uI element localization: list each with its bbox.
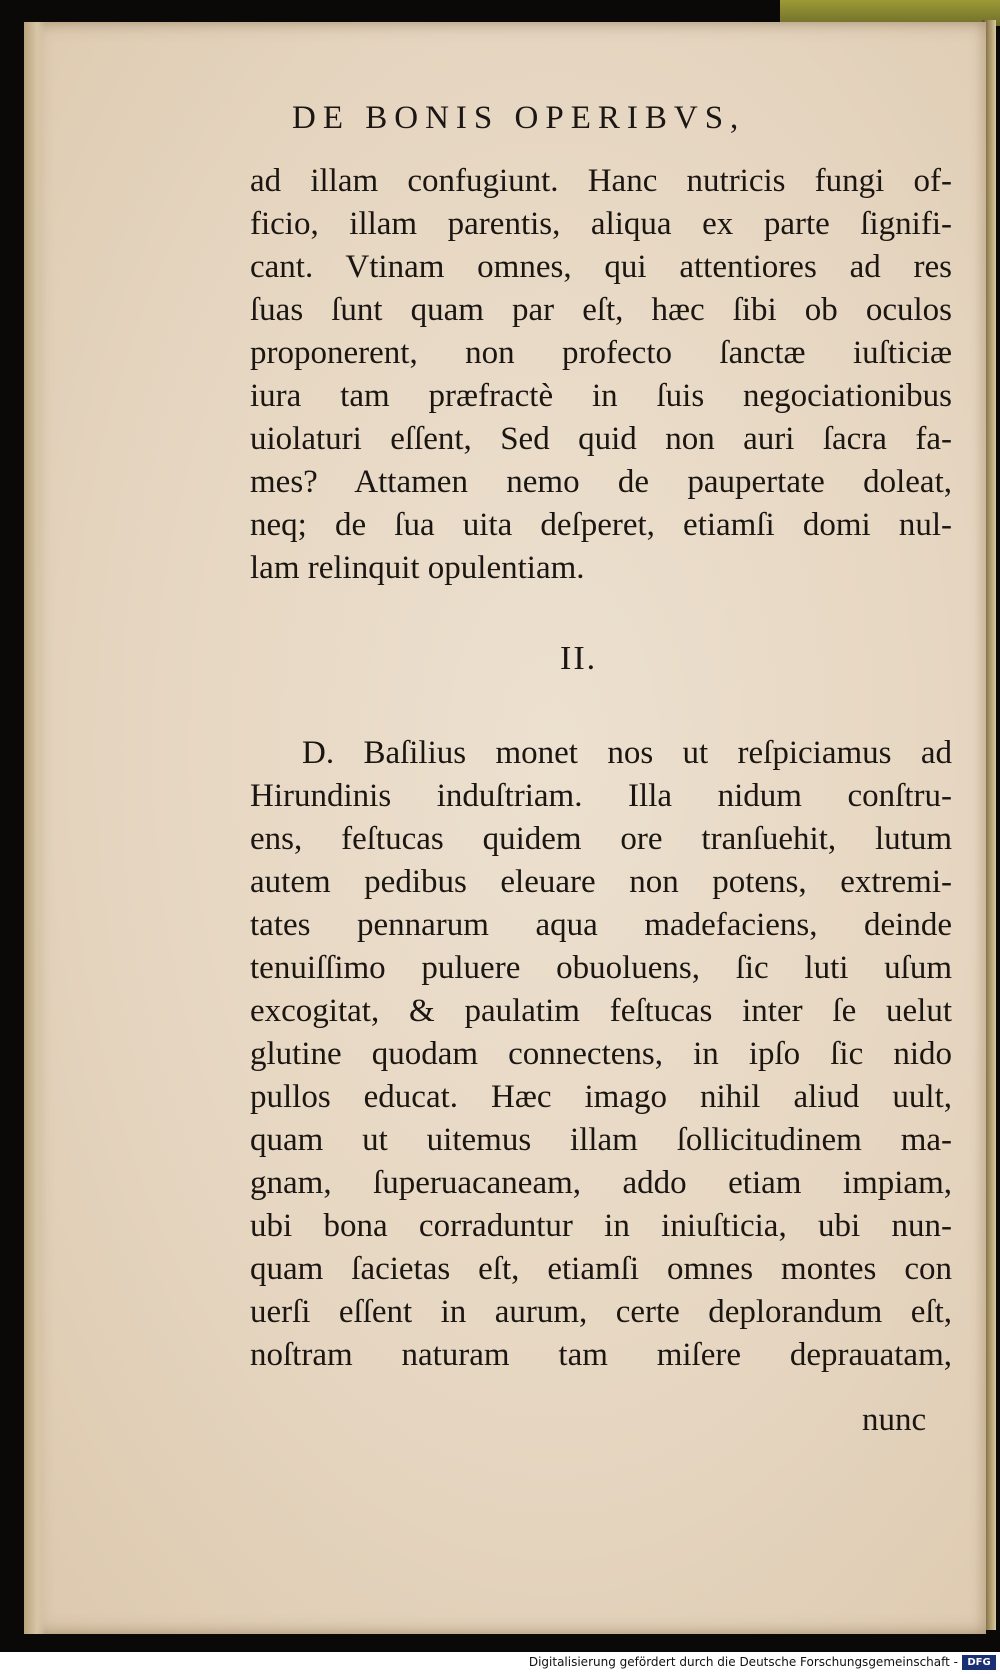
text-line: ens, feſtucas quidem ore tranſuehit, lutum <box>250 821 952 857</box>
text-line: ficio, illam parentis, aliqua ex parte ſignifi- <box>250 206 952 242</box>
text-line: proponerent, non profecto ſanctæ iuſticiæ <box>250 335 952 371</box>
text-line: quam ut uitemus illam ſollicitudinem ma- <box>250 1122 952 1158</box>
paragraph-2 <box>250 732 952 1377</box>
text-line: noſtram naturam tam miſere deprauatam, <box>250 1337 952 1373</box>
catchword: nunc <box>862 1402 927 1438</box>
text-line: uiolaturi eſſent, Sed quid non auri ſacra fa- <box>250 421 952 457</box>
text-line: ad illam confugiunt. Hanc nutricis fungi of- <box>250 163 952 199</box>
section-number: II. <box>560 640 598 677</box>
page-gutter <box>24 22 46 1634</box>
text-line: tates pennarum aqua madefaciens, deinde <box>250 907 952 943</box>
text-line: neq; de ſua uita deſperet, etiamſi domi nul- <box>250 507 952 543</box>
text-line: Hirundinis induſtriam. Illa nidum conſtru- <box>250 778 952 814</box>
text-line: excogitat, & paulatim feſtucas inter ſe uelut <box>250 993 952 1029</box>
funding-notice: Digitalisierung gefördert durch die Deutsche Forschungsgemeinschaft - <box>528 1655 958 1669</box>
text-line: glutine quodam connectens, in ipſo ſic nido <box>250 1036 952 1072</box>
text-line: ſuas ſunt quam par eſt, hæc ſibi ob oculos <box>250 292 952 328</box>
dfg-logo: DFG <box>962 1655 996 1670</box>
text-line: uerſi eſſent in aurum, certe deplorandum eſt, <box>250 1294 952 1330</box>
text-line: mes? Attamen nemo de paupertate doleat, <box>250 464 952 500</box>
text-line: ubi bona corraduntur in iniuſticia, ubi nun- <box>250 1208 952 1244</box>
footer-bar <box>0 1652 1000 1674</box>
paragraph-1 <box>250 160 952 590</box>
text-line: quam ſacietas eſt, etiamſi omnes montes con <box>250 1251 952 1287</box>
text-line: cant. Vtinam omnes, qui attentiores ad res <box>250 249 952 285</box>
text-line: autem pedibus eleuare non potens, extremi- <box>250 864 952 900</box>
text-line: gnam, ſuperuacaneam, addo etiam impiam, <box>250 1165 952 1201</box>
text-line: iura tam præfractè in ſuis negociationibus <box>250 378 952 414</box>
text-line: D. Baſilius monet nos ut reſpiciamus ad <box>302 735 952 771</box>
text-line: lam relinquit opulentiam. <box>250 550 585 586</box>
text-line: tenuiſſimo puluere obuoluens, ſic luti uſum <box>250 950 952 986</box>
running-head: DE BONIS OPERIBVS, <box>292 100 746 136</box>
text-line: pullos educat. Hæc imago nihil aliud uult, <box>250 1079 952 1115</box>
